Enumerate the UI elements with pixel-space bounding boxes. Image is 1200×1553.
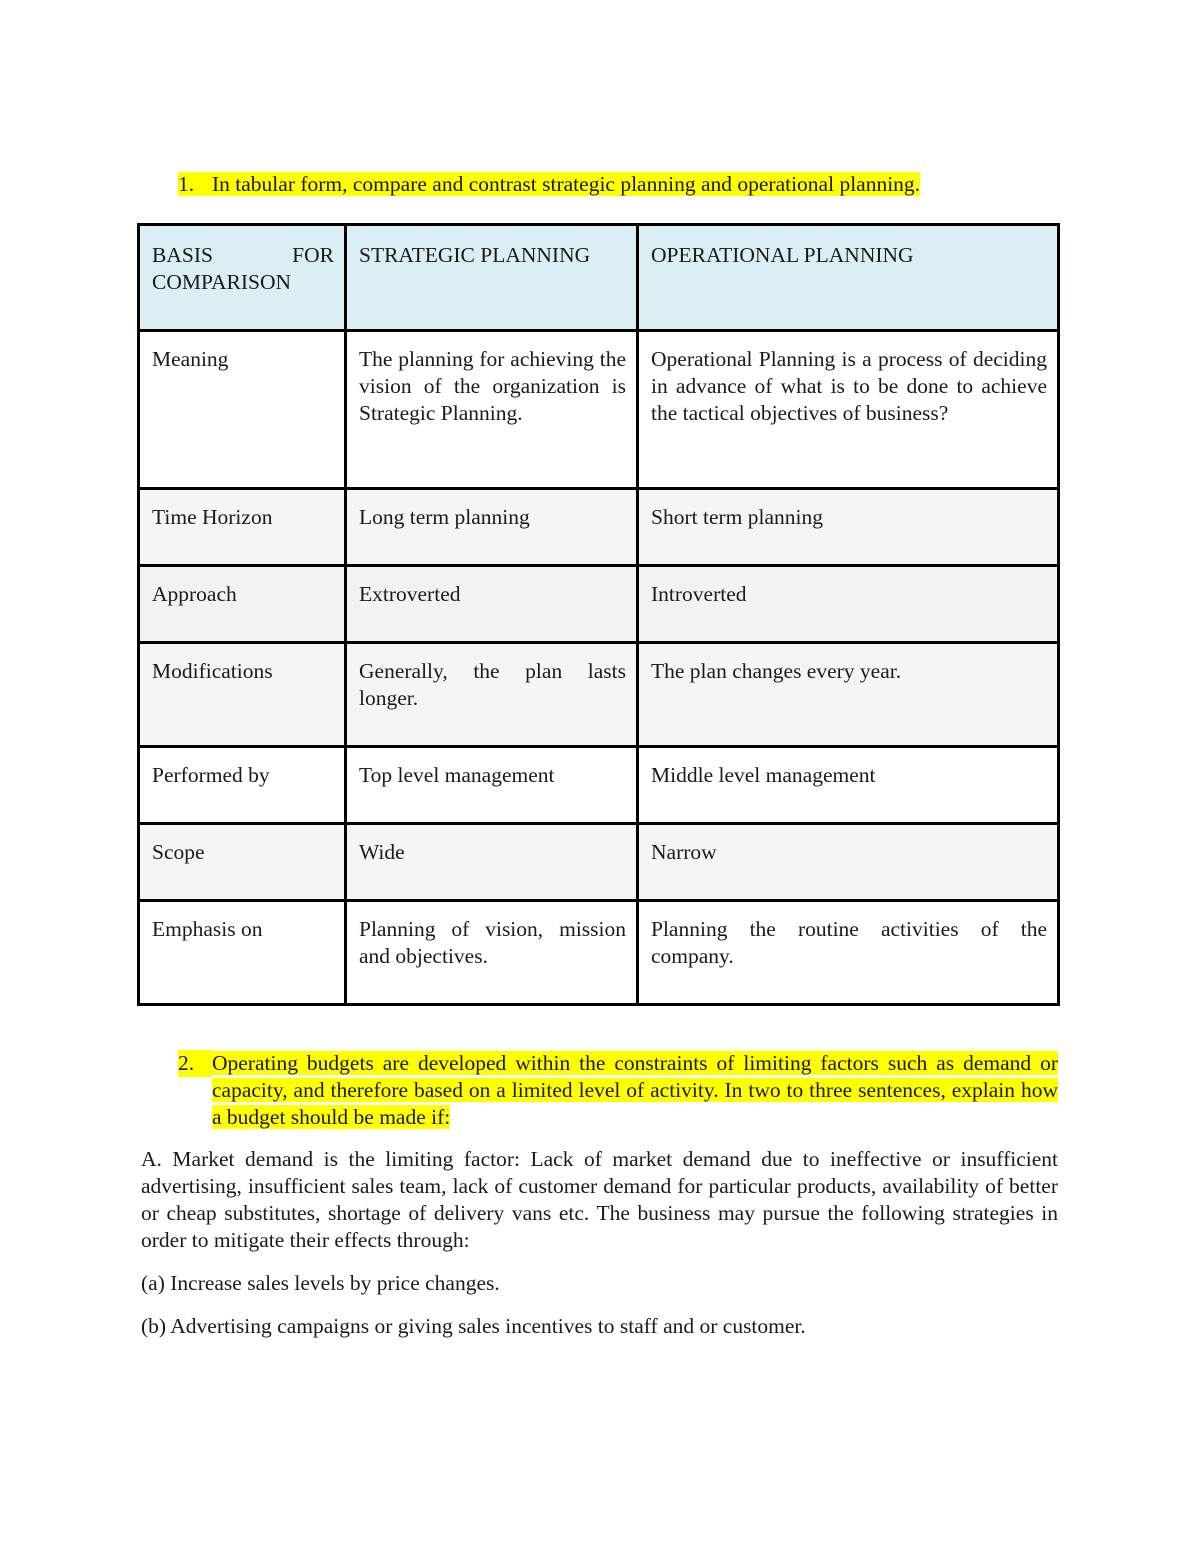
table-row — [139, 643, 1059, 747]
table-row — [139, 331, 1059, 489]
table-cell: Performed by — [139, 747, 346, 824]
table-cell: Approach — [139, 566, 346, 643]
table-row — [139, 489, 1059, 566]
comparison-table — [137, 223, 1060, 1006]
table-cell: Generally, the plan lasts longer. — [346, 643, 638, 747]
table-header-row — [139, 225, 1059, 331]
table-cell: Time Horizon — [139, 489, 346, 566]
table-row — [139, 747, 1059, 824]
table-row — [139, 566, 1059, 643]
table-row — [139, 824, 1059, 901]
table-cell: Short term planning — [638, 489, 1059, 566]
question-1 — [178, 171, 920, 198]
table-cell: Wide — [346, 824, 638, 901]
table-cell: Emphasis on — [139, 901, 346, 1005]
table-cell: Introverted — [638, 566, 1059, 643]
question-1-number: 1. — [178, 172, 195, 196]
table-cell: Scope — [139, 824, 346, 901]
answer-part-a: A. Market demand is the limiting factor: Lack of market demand due to ineffective or insufficient advertising, insufficient sales team, lack of customer demand for particular products, availability of better or cheap substitutes, shortage of delivery vans etc. The business may pursue the following strategies in order to mitigate their effects through: — [141, 1147, 1058, 1252]
table-cell: Planning of vision, mission and objectives. — [346, 901, 638, 1005]
table-cell: Middle level management — [638, 747, 1059, 824]
table-cell: Operational Planning is a process of deciding in advance of what is to be done to achieve the tactical objectives of business? — [638, 331, 1059, 489]
table-cell: Narrow — [638, 824, 1059, 901]
answer-item-b: (b) Advertising campaigns or giving sales incentives to staff and or customer. — [141, 1314, 806, 1338]
table-cell: Top level management — [346, 747, 638, 824]
table-cell: Planning the routine activities of the company. — [638, 901, 1059, 1005]
table-cell: Modifications — [139, 643, 346, 747]
header-operational: OPERATIONAL PLANNING — [638, 225, 1059, 331]
header-basis: BASIS FOR COMPARISON — [139, 225, 346, 331]
table-cell: The plan changes every year. — [638, 643, 1059, 747]
table-cell: Long term planning — [346, 489, 638, 566]
question-2 — [178, 1050, 1058, 1131]
table-row — [139, 901, 1059, 1005]
question-2-text: Operating budgets are developed within the constraints of limiting factors such as demand or capacity, and therefore based on a limited level of activity. In two to three sentences, explain how a budget should be made if: — [212, 1051, 1058, 1129]
header-strategic: STRATEGIC PLANNING — [346, 225, 638, 331]
table-cell: Meaning — [139, 331, 346, 489]
question-2-number: 2. — [178, 1050, 212, 1077]
answer-item-a: (a) Increase sales levels by price changes. — [141, 1271, 500, 1295]
table-cell: Extroverted — [346, 566, 638, 643]
table-cell: The planning for achieving the vision of the organization is Strategic Planning. — [346, 331, 638, 489]
question-1-text: In tabular form, compare and contrast strategic planning and operational planning. — [212, 172, 921, 196]
